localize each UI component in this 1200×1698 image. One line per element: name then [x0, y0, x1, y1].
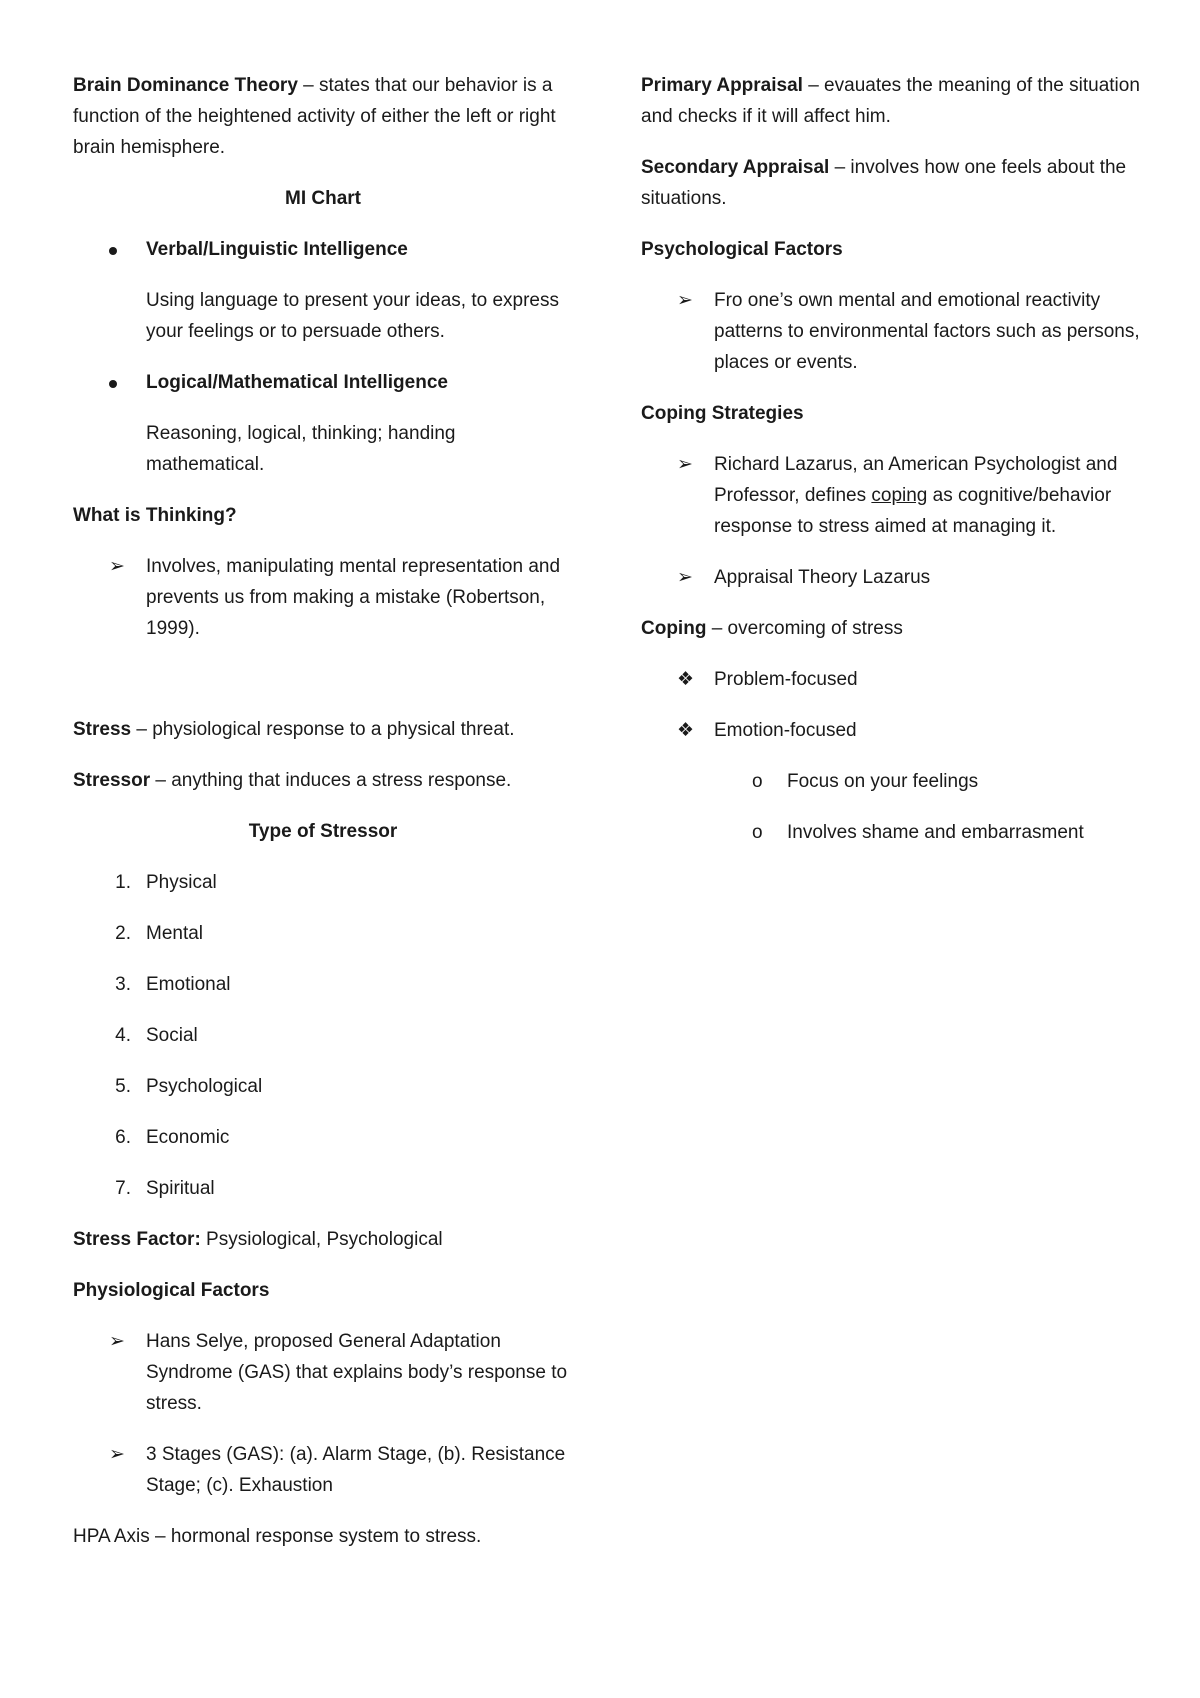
stressor-types-list: [73, 867, 573, 1204]
coping-strategies-heading: Coping Strategies: [641, 403, 804, 424]
mi-item-logical: [73, 367, 573, 398]
coping-type-item: [641, 664, 1141, 695]
circle-bullet-icon: o: [752, 822, 763, 843]
psychological-factors-heading: Psychological Factors: [641, 239, 843, 260]
stressor-type-text: Emotional: [146, 974, 231, 995]
stressor-definition: – anything that induces a stress response.: [150, 770, 512, 791]
diamond-bullet-icon: ❖: [677, 720, 695, 741]
left-column: [73, 70, 573, 1572]
brain-dominance-paragraph: [73, 70, 573, 163]
brain-dominance-term: Brain Dominance Theory: [73, 75, 298, 96]
mi-item-title: Logical/Mathematical Intelligence: [146, 372, 448, 393]
list-number: 7.: [115, 1178, 131, 1199]
circle-bullet-icon: o: [752, 771, 763, 792]
list-number: 2.: [115, 923, 131, 944]
stress-definition: – physiological response to a physical threat.: [131, 719, 515, 740]
stressor-type-text: Psychological: [146, 1076, 263, 1097]
physio-text: Hans Selye, proposed General Adaptation Syndrome (GAS) that explains body’s response to stress.: [146, 1331, 568, 1414]
stress-factor-term: Stress Factor:: [73, 1229, 201, 1250]
primary-appraisal-term: Primary Appraisal: [641, 75, 803, 96]
bullet-dot-icon: [109, 234, 117, 265]
stressor-type-item: [73, 867, 573, 898]
primary-appraisal-definition: – evauates the meaning of the situation and checks if it will affect him.: [641, 75, 1140, 127]
mi-chart-heading: MI Chart: [285, 188, 361, 209]
stressor-type-item: [73, 1020, 573, 1051]
stress-factor-definition: Psysiological, Psychological: [200, 1229, 443, 1250]
stressor-type-text: Economic: [146, 1127, 230, 1148]
stressor-type-item: [73, 1122, 573, 1153]
lazarus-text-post: as cognitive/behavior response to stress aimed at managing it.: [714, 485, 1112, 537]
physio-text: 3 Stages (GAS): (a). Alarm Stage, (b). Resistance Stage; (c). Exhaustion: [146, 1444, 566, 1496]
secondary-appraisal-paragraph: [641, 152, 1141, 214]
secondary-appraisal-term: Secondary Appraisal: [641, 157, 830, 178]
mi-item-desc: [73, 285, 573, 347]
list-number: 3.: [115, 974, 131, 995]
thinking-text: Involves, manipulating mental representation and prevents us from making a mistake (Robertson, 1999).: [146, 556, 561, 639]
coping-underlined-word: coping: [871, 485, 928, 506]
lazarus-item: [641, 449, 1141, 542]
bullet-dot-icon: [109, 367, 117, 398]
stressor-types-heading: Type of Stressor: [248, 821, 398, 842]
arrow-bullet-icon: ➢: [677, 567, 693, 588]
mi-item-title: Verbal/Linguistic Intelligence: [146, 239, 408, 260]
stressor-type-text: Spiritual: [146, 1178, 215, 1199]
mi-item-description: Using language to present your ideas, to express your feelings or to persuade others.: [146, 290, 559, 342]
arrow-bullet-icon: ➢: [109, 1444, 125, 1465]
list-number: 6.: [115, 1127, 131, 1148]
emotion-sub-text: Involves shame and embarrasment: [787, 822, 1084, 843]
stressor-term: Stressor: [73, 770, 151, 791]
mi-item-desc: [73, 418, 573, 480]
coping-type-text: Emotion-focused: [714, 720, 857, 741]
lazarus-text-pre: Richard Lazarus, an American Psychologist and Professor, defines: [714, 454, 1118, 506]
coping-type-text: Problem-focused: [714, 669, 858, 690]
stressor-paragraph: [73, 765, 573, 796]
appraisal-theory-text: Appraisal Theory Lazarus: [714, 567, 931, 588]
stress-paragraph: [73, 714, 573, 745]
emotion-sub-text: Focus on your feelings: [787, 771, 979, 792]
stress-factor-paragraph: [73, 1224, 573, 1255]
coping-term: Coping: [641, 618, 707, 639]
list-number: 4.: [115, 1025, 131, 1046]
stressor-type-text: Mental: [146, 923, 204, 944]
emotion-sub-item: [641, 766, 1141, 797]
arrow-bullet-icon: ➢: [677, 454, 693, 475]
appraisal-theory-item: [641, 562, 1141, 593]
stressor-type-item: [73, 969, 573, 1000]
list-number: 5.: [115, 1076, 131, 1097]
emotion-sub-item: [641, 817, 1141, 848]
mi-item-description: Reasoning, logical, thinking; handing mathematical.: [146, 423, 456, 475]
arrow-bullet-icon: ➢: [109, 556, 125, 577]
stressor-type-item: [73, 1071, 573, 1102]
stressor-type-item: [73, 918, 573, 949]
physio-item: [73, 1439, 573, 1501]
diamond-bullet-icon: ❖: [677, 669, 695, 690]
coping-paragraph: [641, 613, 1141, 644]
arrow-bullet-icon: ➢: [677, 290, 693, 311]
psych-text: Fro one’s own mental and emotional reactivity patterns to environmental factors such as persons, places or events.: [714, 290, 1140, 373]
right-column: [641, 70, 1141, 868]
hpa-axis-paragraph: HPA Axis – hormonal response system to stress.: [73, 1526, 482, 1547]
stressor-type-text: Social: [146, 1025, 198, 1046]
arrow-bullet-icon: ➢: [109, 1331, 125, 1352]
brain-dominance-definition: – states that our behavior is a function of the heightened activity of either the left or right brain hemisphere.: [73, 75, 556, 158]
coping-definition: – overcoming of stress: [706, 618, 903, 639]
primary-appraisal-paragraph: [641, 70, 1141, 132]
psych-item: [641, 285, 1141, 378]
thinking-heading: What is Thinking?: [73, 505, 237, 526]
mi-item-verbal: [73, 234, 573, 265]
physio-item: [73, 1326, 573, 1419]
stressor-type-text: Physical: [146, 872, 217, 893]
stress-term: Stress: [73, 719, 132, 740]
thinking-item: [73, 551, 573, 644]
stressor-type-item: [73, 1173, 573, 1204]
list-number: 1.: [115, 872, 131, 893]
physiological-factors-heading: Physiological Factors: [73, 1280, 270, 1301]
coping-type-item: [641, 715, 1141, 746]
secondary-appraisal-definition: – involves how one feels about the situations.: [641, 157, 1127, 209]
